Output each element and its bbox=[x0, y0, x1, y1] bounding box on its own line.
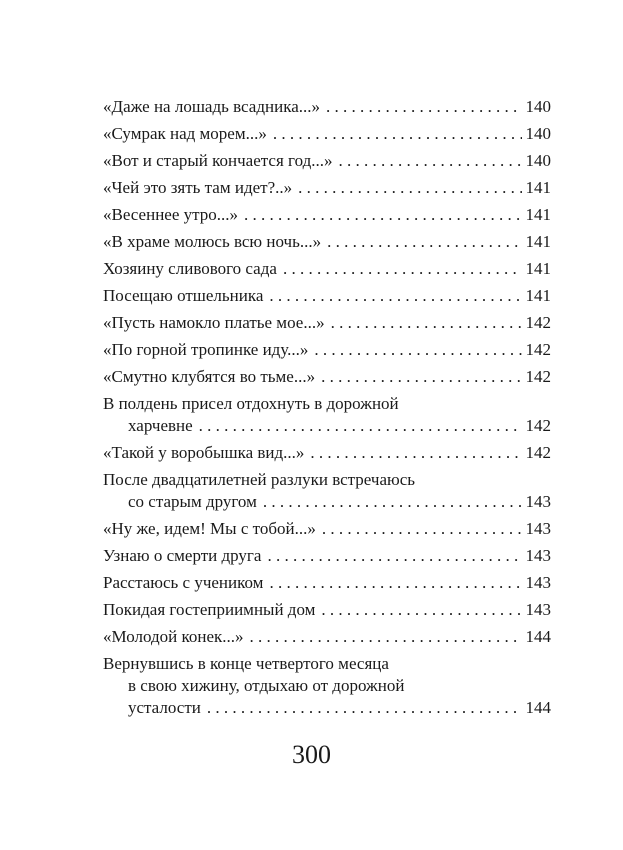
toc-entry-title: «Смутно клубятся во тьме...» bbox=[103, 367, 316, 386]
toc-entry-title: «Вот и старый кончается год...» bbox=[103, 151, 333, 170]
dot-leader bbox=[250, 623, 522, 650]
toc-entry bbox=[103, 439, 551, 466]
toc-entry-title-last: харчевне bbox=[128, 416, 193, 435]
toc-entry-title-line: В полдень присел отдохнуть в дорожной bbox=[103, 394, 399, 413]
toc-entry-title: Узнаю о смерти друга bbox=[103, 546, 262, 565]
dot-leader bbox=[207, 697, 522, 719]
toc-entry bbox=[103, 650, 551, 721]
toc-entry-continuation bbox=[103, 491, 551, 513]
dot-leader bbox=[321, 363, 521, 390]
toc-entry-page: 141 bbox=[525, 232, 551, 251]
dot-leader bbox=[310, 439, 521, 466]
toc-entry bbox=[103, 596, 551, 623]
toc-entry-title: «Такой у воробышка вид...» bbox=[103, 443, 305, 462]
toc-entry-page: 141 bbox=[525, 259, 551, 278]
toc-entry-page: 141 bbox=[525, 178, 551, 197]
toc-entry-title: Посещаю отшельника bbox=[103, 286, 264, 305]
toc-entry-page: 143 bbox=[525, 573, 551, 592]
toc-entry-title: «Чей это зять там идет?..» bbox=[103, 178, 293, 197]
toc-entry bbox=[103, 93, 551, 120]
toc-entry-title: Покидая гостеприимный дом bbox=[103, 600, 316, 619]
dot-leader bbox=[331, 309, 522, 336]
toc-entry-title-line: Вернувшись в конце четвертого месяца bbox=[103, 654, 389, 673]
toc-entry bbox=[103, 569, 551, 596]
toc-entry-page: 140 bbox=[525, 124, 551, 143]
toc-entry bbox=[103, 201, 551, 228]
toc-entry-page: 143 bbox=[525, 546, 551, 565]
toc-entry-page: 142 bbox=[525, 443, 551, 462]
dot-leader bbox=[269, 282, 521, 309]
dot-leader bbox=[283, 255, 522, 282]
toc-entry-page: 141 bbox=[525, 286, 551, 305]
toc-entry-page: 143 bbox=[525, 519, 551, 538]
toc-entry-title-line: в свою хижину, отдыхаю от дорожной bbox=[128, 676, 405, 695]
toc-entry-continuation bbox=[103, 415, 551, 437]
dot-leader bbox=[269, 569, 521, 596]
toc-entry-page: 143 bbox=[525, 492, 551, 511]
toc-entry-page: 142 bbox=[525, 416, 551, 435]
toc-entry-page: 141 bbox=[525, 205, 551, 224]
toc-entry-title: «Пусть намокло платье мое...» bbox=[103, 313, 325, 332]
toc-entry bbox=[103, 390, 551, 439]
toc-entry bbox=[103, 147, 551, 174]
toc-entry bbox=[103, 542, 551, 569]
toc-entry bbox=[103, 623, 551, 650]
toc-entry-page: 142 bbox=[525, 367, 551, 386]
toc-entry-title-last: со старым другом bbox=[128, 492, 257, 511]
toc-entry-title-line: После двадцатилетней разлуки встречаюсь bbox=[103, 470, 416, 489]
toc-entry-page: 143 bbox=[525, 600, 551, 619]
toc-entry-continuation bbox=[103, 697, 551, 719]
dot-leader bbox=[327, 228, 521, 255]
toc-entry bbox=[103, 515, 551, 542]
toc-entry bbox=[103, 228, 551, 255]
toc-entry bbox=[103, 255, 551, 282]
toc-entry-title: Хозяину сливового сада bbox=[103, 259, 277, 278]
toc-entry-page: 142 bbox=[525, 340, 551, 359]
dot-leader bbox=[244, 201, 521, 228]
toc-entry-page: 144 bbox=[525, 627, 551, 646]
toc-entry-page: 140 bbox=[525, 151, 551, 170]
toc-entry-title: «Даже на лошадь всадника...» bbox=[103, 97, 320, 116]
dot-leader bbox=[322, 515, 522, 542]
toc-entry-page: 142 bbox=[525, 313, 551, 332]
dot-leader bbox=[273, 120, 522, 147]
dot-leader bbox=[199, 415, 522, 437]
dot-leader bbox=[267, 542, 521, 569]
dot-leader bbox=[263, 491, 522, 513]
table-of-contents bbox=[103, 93, 551, 721]
toc-entry bbox=[103, 174, 551, 201]
dot-leader bbox=[298, 174, 521, 201]
toc-entry bbox=[103, 309, 551, 336]
toc-entry-title: «По горной тропинке иду...» bbox=[103, 340, 309, 359]
dot-leader bbox=[314, 336, 521, 363]
toc-entry bbox=[103, 466, 551, 515]
toc-entry-title: «Сумрак над морем...» bbox=[103, 124, 267, 143]
toc-entry bbox=[103, 336, 551, 363]
toc-entry-title: «Весеннее утро...» bbox=[103, 205, 239, 224]
dot-leader bbox=[321, 596, 521, 623]
toc-entry-title-last: усталости bbox=[128, 698, 201, 717]
toc-entry-title: «В храме молюсь всю ночь...» bbox=[103, 232, 322, 251]
toc-entry bbox=[103, 120, 551, 147]
dot-leader bbox=[326, 93, 522, 120]
toc-entry-page: 140 bbox=[525, 97, 551, 116]
toc-entry bbox=[103, 282, 551, 309]
dot-leader bbox=[338, 147, 521, 174]
toc-entry bbox=[103, 363, 551, 390]
toc-entry-title: «Ну же, идем! Мы с тобой...» bbox=[103, 519, 316, 538]
toc-entry-title: «Молодой конек...» bbox=[103, 627, 244, 646]
page-number: 300 bbox=[292, 740, 331, 769]
toc-entry-title: Расстаюсь с учеником bbox=[103, 573, 264, 592]
toc-entry-page: 144 bbox=[525, 698, 551, 717]
